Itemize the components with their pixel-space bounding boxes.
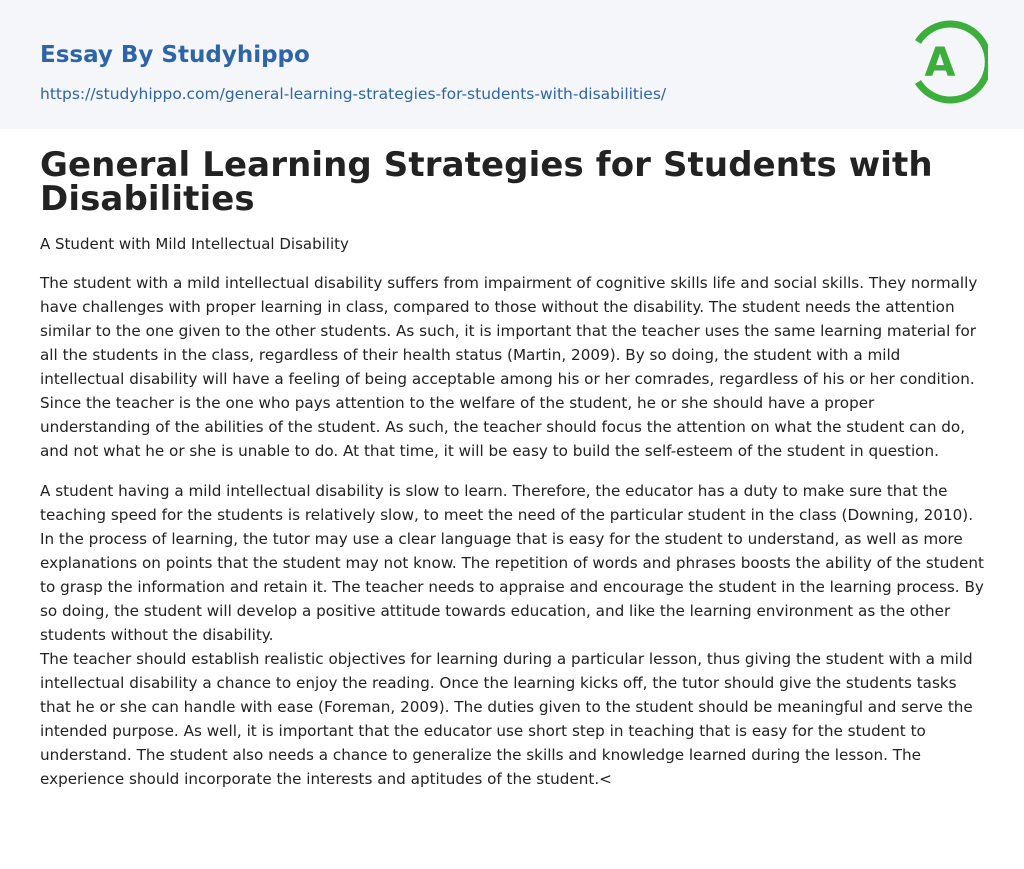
studyhippo-logo[interactable] [910, 18, 988, 106]
paragraph: The student with a mild intellectual disability suffers from impairment of cognitive skills life and social skills. They normally have challenges with proper learning in class, compared to those without the disability. The student needs the attention similar to the one given to the other students. As such, it is important that the teacher uses the same learning material for all the students in the class, regardless of their health status (Martin, 2009). By so doing, the student with a mild intellectual disability will have a feeling of being acceptable among his or her comrades, regardless of his or her condition. Since the teacher is the one who pays attention to the welfare of the student, he or she should have a proper understanding of the abilities of the student. As such, the teacher should focus the attention on what the student can do, and not what he or she is unable to do. At that time, it will be easy to build the self-esteem of the student in question. [40, 274, 978, 460]
page-title: General Learning Strategies for Students with Disabilities [40, 145, 933, 219]
logo-ring-icon [910, 18, 988, 106]
article-subtitle: A Student with Mild Intellectual Disability [40, 235, 349, 253]
paragraph: The teacher should establish realistic objectives for learning during a particular lesson, thus giving the student with a mild intellectual disability a chance to enjoy the reading. Once the learning kicks off, the tutor should give the students tasks that he or she can handle with ease (Foreman, 2009). The duties given to the student should be meaningful and serve the intended purpose. As well, it is important that the educator use short step in teaching that is easy for the student to understand. The student also needs a chance to generalize the skills and knowledge learned during the lesson. The experience should incorporate the interests and aptitudes of the student.< [40, 650, 973, 788]
brand-title[interactable]: Essay By Studyhippo [40, 42, 310, 68]
source-url-link[interactable]: https://studyhippo.com/general-learning-strategies-for-students-with-disabilities/ [40, 85, 667, 103]
logo-letter: A [924, 40, 956, 86]
paragraph: A student having a mild intellectual disability is slow to learn. Therefore, the educator has a duty to make sure that the teaching speed for the students is relatively slow, to meet the need of the particular student in the class (Downing, 2010). In the process of learning, the tutor may use a clear language that is easy for the student to understand, as well as more explanations on points that the student may not know. The repetition of words and phrases boosts the ability of the student to grasp the information and retain it. The teacher needs to appraise and encourage the student in the learning process. By so doing, the student will develop a positive attitude towards education, and like the learning environment as the other students without the disability. [40, 482, 984, 644]
article [40, 145, 986, 791]
page-header [0, 0, 1024, 129]
